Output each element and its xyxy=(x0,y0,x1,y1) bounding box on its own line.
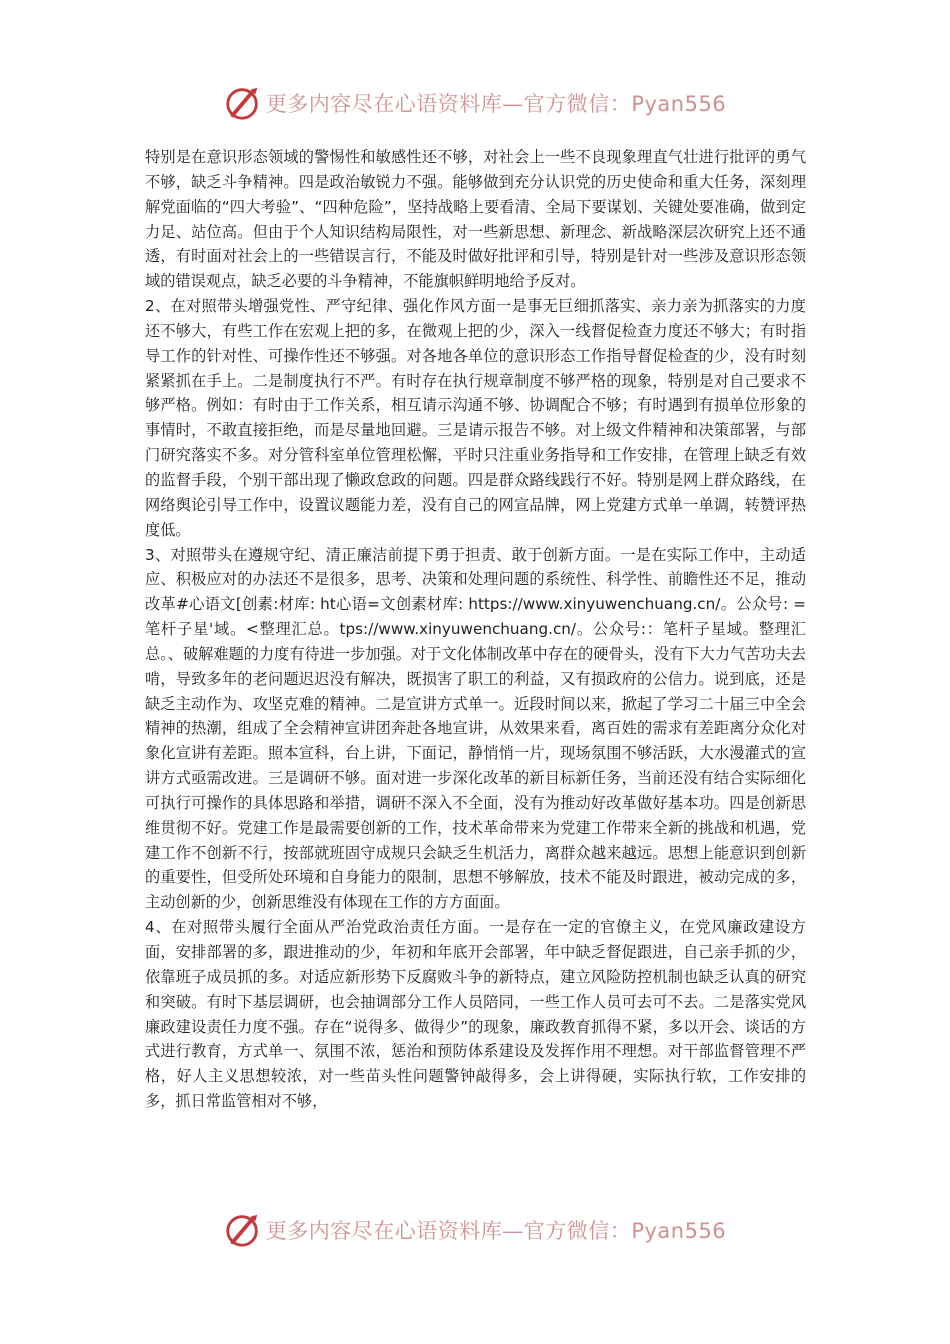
paragraph-1: 特别是在意识形态领域的警惕性和敏感性还不够，对社会上一些不良现象理直气壮进行批评的勇气不够，缺乏斗争精神。四是政治敏锐力不强。能够做到充分认识党的历史使命和重大任务，深刻理解党面临的“四大考验”、“四种危险”，坚持战略上要看清、全局下要谋划、关键处要准确，做到定力足、站位高。但由于个人知识结构局限性，对一些新思想、新理念、新战略深层次研究上还不通透，有时面对社会上的一些错误言行，不能及时做好批评和引导，特别是针对一些涉及意识形态领域的错误观点，缺乏必要的斗争精神，不能旗帜鲜明地给予反对。 xyxy=(145,148,806,291)
wechat-id: Pyan556 xyxy=(631,92,727,116)
paragraph-3: 3、对照带头在遵规守纪、清正廉洁前提下勇于担责、敢于创新方面。一是在实际工作中，主动适应、积极应对的办法还不是很多，思考、决策和处理问题的系统性、科学性、前瞻性还不足，推动改革#心语文[创素:材库: ht心语=文创素材库: https://www.xinyuwenchuang.cn/。公众号: =笔杆子星'域。<整理汇总。tps://www.xinyuwenchuang.cn/。公众号:：笔杆子星域。整理汇总。、破解难题的力度有待进一步加强。对于文化体制改革中存在的硬骨头，没有下大力气苦功夫去啃，导致多年的老问题迟迟没有解决，既损害了职工的利益，又有损政府的公信力。说到底，还是缺乏主动作为、攻坚克难的精神。二是宣讲方式单一。近段时间以来，掀起了学习二十届三中全会精神的热潮，组成了全会精神宣讲团奔赴各地宣讲，从效果来看，离百姓的需求有差距离分众化对象化宣讲有差距。照本宣科，台上讲，下面记，静悄悄一片，现场氛围不够活跃，大水漫灌式的宣讲方式亟需改进。三是调研不够。面对进一步深化改革的新目标新任务，当前还没有结合实际细化可执行可操作的具体思路和举措，调研不深入不全面，没有为推动好改革做好基本功。四是创新思维贯彻不好。党建工作是最需要创新的工作，技术革命带来为党建工作带来全新的挑战和机遇，党建工作不创新不行，按部就班固守成规只会缺乏生机活力，离群众越来越远。思想上能意识到创新的重要性，但受所处环境和自身能力的限制，思想不够解放，技术不能及时跟进，被动完成的多，主动创新的少，创新思维没有体现在工作的方方面面。 xyxy=(145,545,806,912)
footer-banner xyxy=(0,1210,950,1250)
pen-logo-icon xyxy=(224,1211,262,1249)
paragraph-2: 2、在对照带头增强党性、严守纪律、强化作风方面一是事无巨细抓落实、亲力亲为抓落实的力度还不够大，有些工作在宏观上把的多，在微观上把的少，深入一线督促检查力度还不够大；有时指导工作的针对性、可操作性还不够强。对各地各单位的意识形态工作指导督促检查的少，没有时刻紧紧抓在手上。二是制度执行不严。有时存在执行规章制度不够严格的现象，特别是对自己要求不够严格。例如：有时由于工作关系，相互请示沟通不够、协调配合不够；有时遇到有损单位形象的事情时，不敢直接拒绝，而是尽量地回避。三是请示报告不够。对上级文件精神和决策部署，与部门研究落实不多。对分管科室单位管理松懈，平时只注重业务指导和工作安排，在管理上缺乏有效的监督手段，个别干部出现了懒政怠政的问题。四是群众路线践行不好。特别是网上群众路线，在网络舆论引导工作中，设置议题能力差，没有自己的网宣品牌，网上党建方式单一单调，转赞评热度低。 xyxy=(145,297,806,539)
header-banner xyxy=(0,83,950,123)
paragraph-4: 4、在对照带头履行全面从严治党政治责任方面。一是存在一定的官僚主义，在党风廉政建设方面，安排部署的多，跟进推动的少，年初和年底开会部署，年中缺乏督促跟进，自己亲手抓的少，依靠班子成员抓的多。对适应新形势下反腐败斗争的新特点，建立风险防控机制也缺乏认真的研究和突破。有时下基层调研，也会抽调部分工作人员陪同，一些工作人员可去可不去。二是落实党风廉政建设责任力度不强。存在“说得多、做得少”的现象，廉政教育抓得不紧，多以开会、谈话的方式进行教育，方式单一、氛围不浓，惩治和预防体系建设及发挥作用不理想。对干部监督管理不严格，好人主义思想较浓，对一些苗头性问题警钟敲得多，会上讲得硬，实际执行软，工作安排的多，抓日常监管相对不够， xyxy=(145,918,806,1111)
document-body xyxy=(145,145,806,1114)
wechat-id: Pyan556 xyxy=(631,1219,727,1243)
banner-text xyxy=(266,88,726,118)
banner-text xyxy=(266,1215,726,1245)
banner-slogan: 更多内容尽在心语资料库—官方微信： xyxy=(265,92,632,116)
pen-logo-icon xyxy=(224,84,262,122)
banner-slogan: 更多内容尽在心语资料库—官方微信： xyxy=(265,1219,632,1243)
